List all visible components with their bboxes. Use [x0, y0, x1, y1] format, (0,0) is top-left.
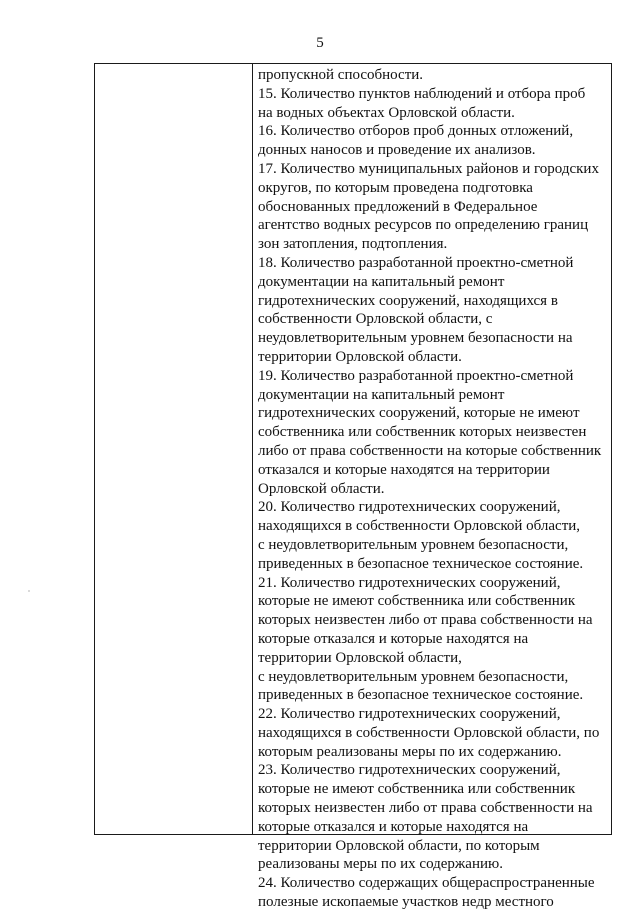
text-line: гидротехнических сооружений, которые не имеют [258, 405, 580, 422]
text-line: округов, по которым проведена подготовка [258, 179, 533, 196]
table-right-column [253, 64, 611, 911]
text-line: с неудовлетворительным уровнем безопасности, [258, 536, 569, 553]
text-line: находящихся в собственности Орловской области, [258, 518, 581, 535]
text-line: собственности Орловской области, с [258, 311, 493, 328]
text-line: донных наносов и проведение их анализов. [258, 142, 536, 159]
text-line: отказался и которые находятся на территории [258, 461, 550, 478]
text-line: которые не имеют собственника или собственник [258, 781, 576, 798]
text-line: которые отказался и которые находятся на [258, 818, 529, 835]
text-line: пропускной способности. [258, 67, 424, 83]
text-line: обоснованных предложений в Федеральное [258, 198, 538, 215]
text-line: с неудовлетворительным уровнем безопасности, [258, 668, 569, 685]
text-line: Орловской области. [258, 480, 385, 497]
text-line: 19. Количество разработанной проектно-сметной [258, 367, 574, 384]
text-line: 18. Количество разработанной проектно-сметной [258, 254, 574, 271]
text-line: находящихся в собственности Орловской области, по [258, 724, 600, 741]
text-line: 24. Количество содержащих общераспространенные [258, 875, 595, 892]
text-line: которым реализованы меры по их содержанию. [258, 743, 562, 760]
text-line: приведенных в безопасное техническое состояние. [258, 555, 584, 572]
text-line: 20. Количество гидротехнических сооружений, [258, 499, 561, 516]
text-line: которых неизвестен либо от права собственности на [258, 800, 593, 817]
scan-speck [28, 590, 30, 592]
text-line: территории Орловской области, [258, 649, 462, 666]
text-line: зон затопления, подтопления. [258, 236, 448, 253]
text-line: 22. Количество гидротехнических сооружений, [258, 706, 561, 723]
text-line: документации на капитальный ремонт [258, 273, 505, 290]
text-line: приведенных в безопасное техническое состояние. [258, 687, 584, 704]
text-line: территории Орловской области, по которым [258, 837, 540, 854]
text-line: 15. Количество пунктов наблюдений и отбора проб [258, 85, 586, 102]
page-number: 5 [316, 35, 324, 51]
text-line: на водных объектах Орловской области. [258, 104, 515, 121]
text-line: собственника или собственник которых неизвестен [258, 424, 587, 441]
document-table [94, 63, 612, 911]
text-line: гидротехнических сооружений, находящихся в [258, 292, 558, 309]
text-line: 23. Количество гидротехнических сооружений, [258, 762, 561, 779]
text-line: реализованы меры по их содержанию. [258, 856, 503, 873]
text-line: 17. Количество муниципальных районов и городских [258, 160, 599, 177]
text-line: либо от права собственности на которые собственник [258, 442, 602, 459]
text-line: которые не имеют собственника или собственник [258, 593, 576, 610]
table-left-column [95, 64, 253, 834]
text-line: документации на капитальный ремонт [258, 386, 505, 403]
text-line: территории Орловской области. [258, 348, 462, 365]
text-line: агентство водных ресурсов по определению границ [258, 217, 589, 234]
text-line: которых неизвестен либо от права собственности на [258, 612, 593, 629]
text-line: неудовлетворительным уровнем безопасности на [258, 330, 573, 347]
text-line: которые отказался и которые находятся на [258, 630, 529, 647]
text-line: 21. Количество гидротехнических сооружений, [258, 574, 561, 591]
text-line: 16. Количество отборов проб донных отложений, [258, 123, 574, 140]
text-line: полезные ископаемые участков недр местного [258, 894, 554, 911]
